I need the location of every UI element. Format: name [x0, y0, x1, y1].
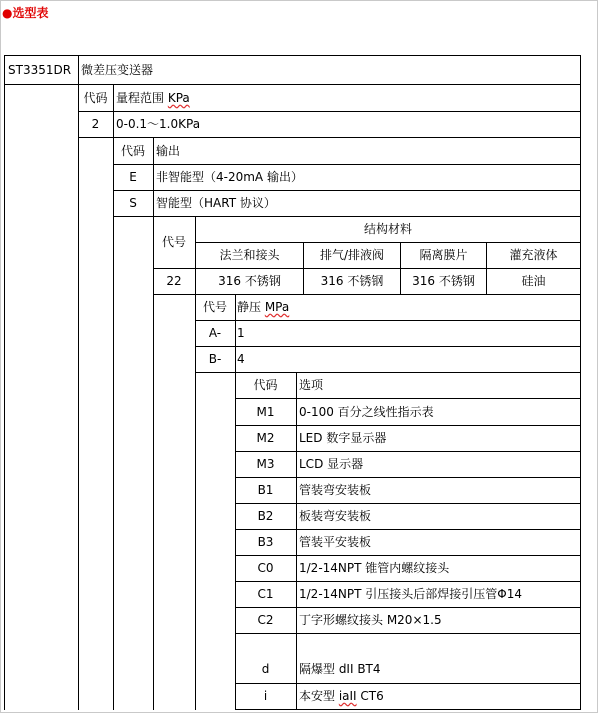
material-code: 22 — [166, 274, 182, 288]
option-text: 管装平安装板 — [299, 535, 372, 549]
static-title: 静压 MPa — [237, 300, 290, 314]
material-value: 316 不锈钢 — [320, 274, 384, 288]
option-code: M2 — [256, 431, 275, 445]
material-column-header: 法兰和接头 — [219, 248, 280, 262]
option-code: B3 — [257, 535, 274, 549]
material-column-header: 灌充液体 — [509, 248, 558, 262]
material-column-header: 隔离膜片 — [419, 248, 468, 262]
output-code-header: 代码 — [120, 144, 145, 158]
range-text: 0-0.1～1.0KPa — [116, 117, 201, 131]
product-name: 微差压变送器 — [81, 63, 154, 77]
option-text: 丁字形螺纹接头 M20×1.5 — [299, 613, 442, 627]
output-text: 非智能型（4-20mA 输出） — [156, 170, 303, 184]
material-value: 硅油 — [521, 274, 546, 288]
output-title: 输出 — [156, 144, 181, 158]
option-code: B1 — [257, 483, 274, 497]
bullet-icon: ● — [2, 6, 13, 20]
material-value: 316 不锈钢 — [218, 274, 281, 288]
static-code: A- — [208, 326, 222, 340]
section-title: 选型表 — [12, 6, 49, 20]
output-text: 智能型（HART 协议） — [156, 196, 276, 210]
section-heading — [2, 4, 49, 21]
range-code-header: 代码 — [83, 91, 108, 105]
option-code: d — [261, 662, 270, 676]
option-code: M3 — [256, 457, 275, 471]
option-text: 隔爆型 dII BT4 — [299, 662, 381, 676]
option-code: C1 — [257, 587, 274, 601]
output-code: S — [129, 196, 137, 210]
option-text: 0-100 百分之线性指示表 — [299, 405, 434, 419]
option-code: i — [263, 689, 268, 703]
output-code: E — [129, 170, 137, 184]
static-code-header: 代号 — [202, 300, 227, 314]
range-title: 量程范围 KPa — [116, 91, 190, 105]
range-code: 2 — [91, 117, 100, 131]
material-column-header: 排气/排液阀 — [319, 248, 385, 262]
option-text: 1/2-14NPT 锥管内螺纹接头 — [299, 561, 450, 575]
option-code: C2 — [257, 613, 274, 627]
option-text: 1/2-14NPT 引压接头后部焊接引压管Φ14 — [299, 587, 522, 601]
option-code: C0 — [257, 561, 274, 575]
option-text: 板装弯安装板 — [299, 509, 372, 523]
material-code-header: 代号 — [161, 235, 186, 249]
options-code-header: 代码 — [253, 378, 278, 392]
option-code: B2 — [257, 509, 274, 523]
static-code: B- — [208, 352, 222, 366]
product-model: ST3351DR — [8, 63, 72, 77]
option-text: LCD 显示器 — [299, 457, 364, 471]
option-text: LED 数字显示器 — [299, 431, 387, 445]
material-value: 316 不锈钢 — [412, 274, 475, 288]
static-text: 1 — [237, 326, 245, 340]
material-title: 结构材料 — [363, 222, 412, 236]
static-text: 4 — [237, 352, 245, 366]
option-text: 本安型 iaII CT6 — [299, 689, 384, 703]
option-text: 管装弯安装板 — [299, 483, 372, 497]
option-code: M1 — [256, 405, 275, 419]
options-title: 选项 — [299, 378, 324, 392]
